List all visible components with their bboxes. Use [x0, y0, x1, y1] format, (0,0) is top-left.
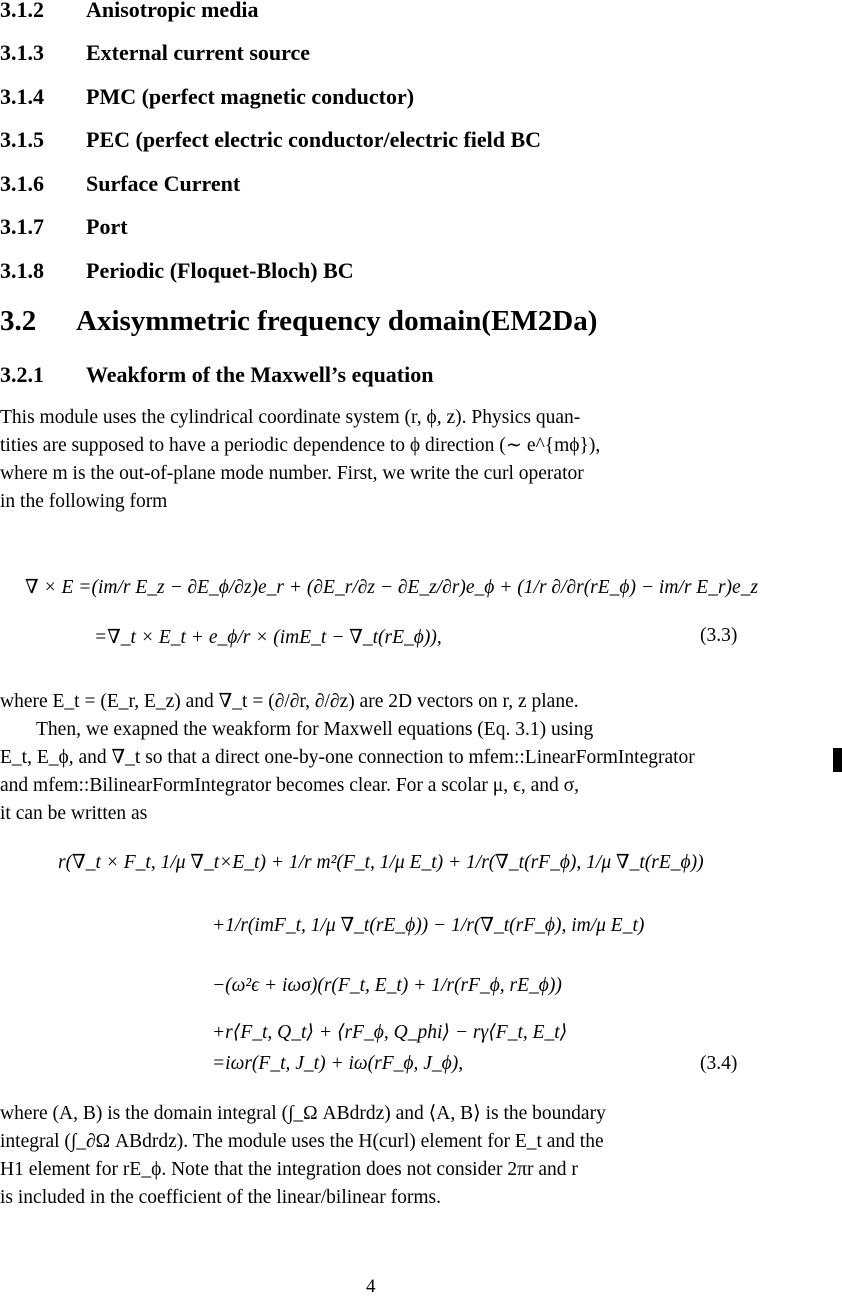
equation-3-4-line-3: −(ω²ϵ + iωσ)(r(F_t, E_t) + 1/r(rF_ϕ, rE_ϕ)): [212, 975, 562, 996]
paragraph-line: and mfem::BilinearFormIntegrator becomes clear. For a scolar μ, ϵ, and σ,: [0, 775, 580, 796]
paragraph-line: where m is the out-of-plane mode number. First, we write the curl operator: [0, 463, 584, 484]
paragraph-line: is included in the coefficient of the linear/bilinear forms.: [0, 1187, 441, 1208]
subsection-heading-weakform: 3.2.1 Weakform of the Maxwell’s equation: [0, 362, 434, 387]
section-heading-axisymmetric: 3.2 Axisymmetric frequency domain(EM2Da): [0, 305, 598, 337]
equation-3-3-line-2: =∇_t × E_t + e_ϕ/r × (imE_t − ∇_t(rE_ϕ)),: [94, 627, 442, 648]
paragraph-line: where E_t = (E_r, E_z) and ∇_t = (∂/∂r, ∂/∂z) are 2D vectors on r, z plane.: [0, 691, 579, 712]
paragraph-line: in the following form: [0, 491, 168, 512]
equation-3-3-line-1: ∇ × E =(im/r E_z − ∂E_ϕ/∂z)e_r + (∂E_r/∂z − ∂E_z/∂r)e_ϕ + (1/r ∂/∂r(rE_ϕ) − im/r E_r)e_z: [25, 577, 759, 598]
subsection-heading-external-current: 3.1.3 External current source: [0, 40, 311, 65]
subsection-heading-pmc: 3.1.4 PMC (perfect magnetic conductor): [0, 84, 415, 109]
paragraph-line: it can be written as: [0, 803, 148, 824]
equation-3-4-line-1: r(∇_t × F_t, 1/μ ∇_t×E_t) + 1/r m²(F_t, 1/μ E_t) + 1/r(∇_t(rF_ϕ), 1/μ ∇_t(rE_ϕ)): [58, 852, 704, 873]
paragraph-line: tities are supposed to have a periodic dependence to ϕ direction (∼ e^{mϕ}),: [0, 435, 601, 456]
equation-3-4-line-5: =iωr(F_t, J_t) + iω(rF_ϕ, J_ϕ),: [212, 1053, 464, 1074]
equation-3-4-line-4: +r⟨F_t, Q_t⟩ + ⟨rF_ϕ, Q_phi⟩ − rγ⟨F_t, E_t⟩: [212, 1022, 568, 1043]
equation-3-4-line-2: +1/r(imF_t, 1/μ ∇_t(rE_ϕ)) − 1/r(∇_t(rF_ϕ), im/μ E_t): [212, 915, 645, 936]
overfull-box-marker: [833, 748, 842, 772]
paragraph-line: H1 element for rE_ϕ. Note that the integration does not consider 2πr and r: [0, 1159, 578, 1180]
equation-number-3-4: (3.4): [700, 1053, 738, 1074]
paragraph-line: This module uses the cylindrical coordinate system (r, ϕ, z). Physics quan-: [0, 407, 581, 428]
paragraph-line: Then, we exapned the weakform for Maxwell equations (Eq. 3.1) using: [36, 719, 594, 740]
equation-number-3-3: (3.3): [700, 625, 738, 646]
paragraph-line: where (A, B) is the domain integral (∫_Ω ABdrdz) and ⟨A, B⟩ is the boundary: [0, 1103, 606, 1124]
subsection-heading-surface-current: 3.1.6 Surface Current: [0, 171, 241, 196]
paragraph-weakform-expansion: [0, 688, 695, 828]
paragraph-line: integral (∫_∂Ω ABdrdz). The module uses the H(curl) element for E_t and the: [0, 1131, 604, 1152]
paragraph-integral-definitions: [0, 1100, 606, 1212]
subsection-heading-port: 3.1.7 Port: [0, 214, 128, 239]
subsection-heading-pec: 3.1.5 PEC (perfect electric conductor/electric field BC: [0, 127, 542, 152]
paragraph-intro: [0, 404, 600, 516]
page-number: 4: [366, 1276, 376, 1297]
subsection-heading-anisotropic: 3.1.2 Anisotropic media: [0, 0, 259, 22]
paragraph-line: E_t, E_ϕ, and ∇_t so that a direct one-by-one connection to mfem::LinearFormIntegrator: [0, 747, 695, 768]
subsection-heading-periodic: 3.1.8 Periodic (Floquet-Bloch) BC: [0, 258, 354, 283]
